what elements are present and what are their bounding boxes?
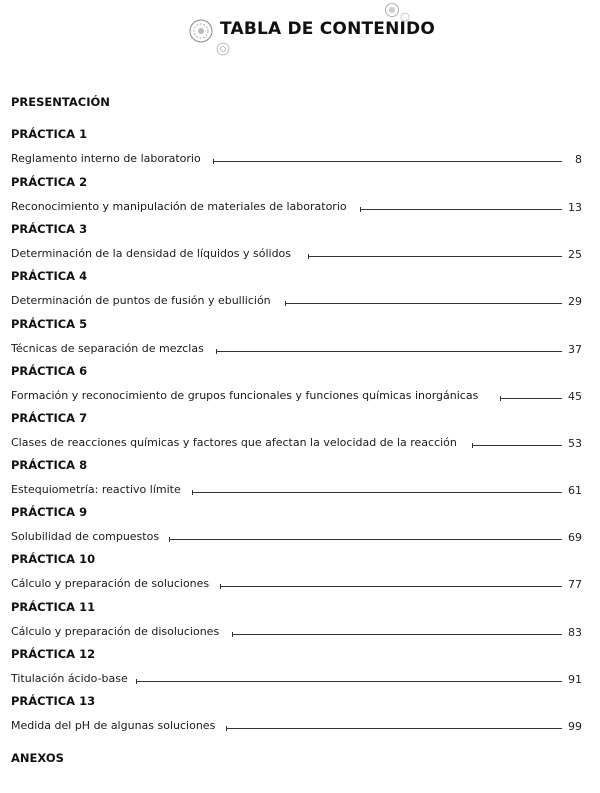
toc-entry-title: Clases de reacciones químicas y factores que afectan la velocidad de la reacción [11, 436, 457, 449]
toc-entry-title: Medida del pH de algunas soluciones [11, 719, 216, 732]
page-number: 77 [568, 578, 582, 591]
toc-entry[interactable] [11, 577, 582, 593]
page-number: 45 [568, 390, 582, 403]
toc-entry-title: Cálculo y preparación de soluciones [11, 577, 210, 590]
annexes-heading[interactable]: ANEXOS [11, 751, 64, 765]
dotted-leader [220, 586, 562, 587]
dotted-leader [216, 351, 562, 352]
toc-entry-title: Formación y reconocimiento de grupos funcionales y funciones químicas inorgánicas [11, 389, 479, 402]
toc-entry-title: Cálculo y preparación de disoluciones [11, 625, 220, 638]
toc-entry[interactable] [11, 342, 582, 358]
dotted-leader [169, 539, 562, 540]
page-number: 83 [568, 626, 582, 639]
practice-heading[interactable]: PRÁCTICA 5 [11, 317, 88, 331]
page-number: 53 [568, 437, 582, 450]
seal-stamp-icon [384, 2, 400, 18]
page-number: 91 [568, 673, 582, 686]
toc-entry-title: Estequiometría: reactivo límite [11, 483, 181, 496]
presentation-heading[interactable]: PRESENTACIÓN [11, 95, 110, 109]
practice-heading[interactable]: PRÁCTICA 3 [11, 222, 88, 236]
toc-entry[interactable] [11, 672, 582, 688]
practice-heading[interactable]: PRÁCTICA 7 [11, 411, 88, 425]
toc-entry[interactable] [11, 200, 582, 216]
toc-entry[interactable] [11, 152, 582, 168]
page-number: 13 [568, 201, 582, 214]
seal-stamp-icon [216, 42, 230, 56]
practice-heading[interactable]: PRÁCTICA 4 [11, 269, 88, 283]
toc-entry[interactable] [11, 483, 582, 499]
page-number: 69 [568, 531, 582, 544]
dotted-leader [285, 303, 562, 304]
page-number: 8 [575, 153, 582, 166]
toc-entry[interactable] [11, 719, 582, 735]
page-title: TABLA DE CONTENIDO [220, 19, 436, 39]
seal-stamp-icon [188, 18, 214, 44]
toc-entry-title: Reglamento interno de laboratorio [11, 152, 201, 165]
dotted-leader [192, 492, 562, 493]
practice-heading[interactable]: PRÁCTICA 1 [11, 127, 88, 141]
toc-entry[interactable] [11, 530, 582, 546]
toc-entry-title: Titulación ácido-base [11, 672, 128, 685]
toc-entry-title: Solubilidad de compuestos [11, 530, 160, 543]
dotted-leader [213, 161, 562, 162]
toc-entry[interactable] [11, 625, 582, 641]
practice-heading[interactable]: PRÁCTICA 9 [11, 505, 88, 519]
toc-entry[interactable] [11, 247, 582, 263]
practice-heading[interactable]: PRÁCTICA 6 [11, 364, 88, 378]
page-number: 99 [568, 720, 582, 733]
practice-heading[interactable]: PRÁCTICA 12 [11, 647, 96, 661]
dotted-leader [226, 728, 562, 729]
toc-entry-title: Técnicas de separación de mezclas [11, 342, 204, 355]
toc-entry[interactable] [11, 389, 582, 405]
dotted-leader [472, 445, 562, 446]
practice-heading[interactable]: PRÁCTICA 11 [11, 600, 96, 614]
practice-heading[interactable]: PRÁCTICA 2 [11, 175, 88, 189]
practice-heading[interactable]: PRÁCTICA 8 [11, 458, 88, 472]
page-number: 61 [568, 484, 582, 497]
seal-stamp-icon [400, 12, 410, 22]
page-number: 25 [568, 248, 582, 261]
dotted-leader [136, 681, 562, 682]
practice-heading[interactable]: PRÁCTICA 10 [11, 552, 96, 566]
page-number: 37 [568, 343, 582, 356]
toc-entry-title: Determinación de puntos de fusión y ebullición [11, 294, 271, 307]
dotted-leader [500, 398, 562, 399]
toc-entry[interactable] [11, 436, 582, 452]
toc-entry-title: Determinación de la densidad de líquidos y sólidos [11, 247, 292, 260]
toc-entry-title: Reconocimiento y manipulación de materiales de laboratorio [11, 200, 347, 213]
practice-heading[interactable]: PRÁCTICA 13 [11, 694, 96, 708]
dotted-leader [232, 634, 562, 635]
toc-entry[interactable] [11, 294, 582, 310]
dotted-leader [308, 256, 562, 257]
page-number: 29 [568, 295, 582, 308]
dotted-leader [360, 209, 562, 210]
